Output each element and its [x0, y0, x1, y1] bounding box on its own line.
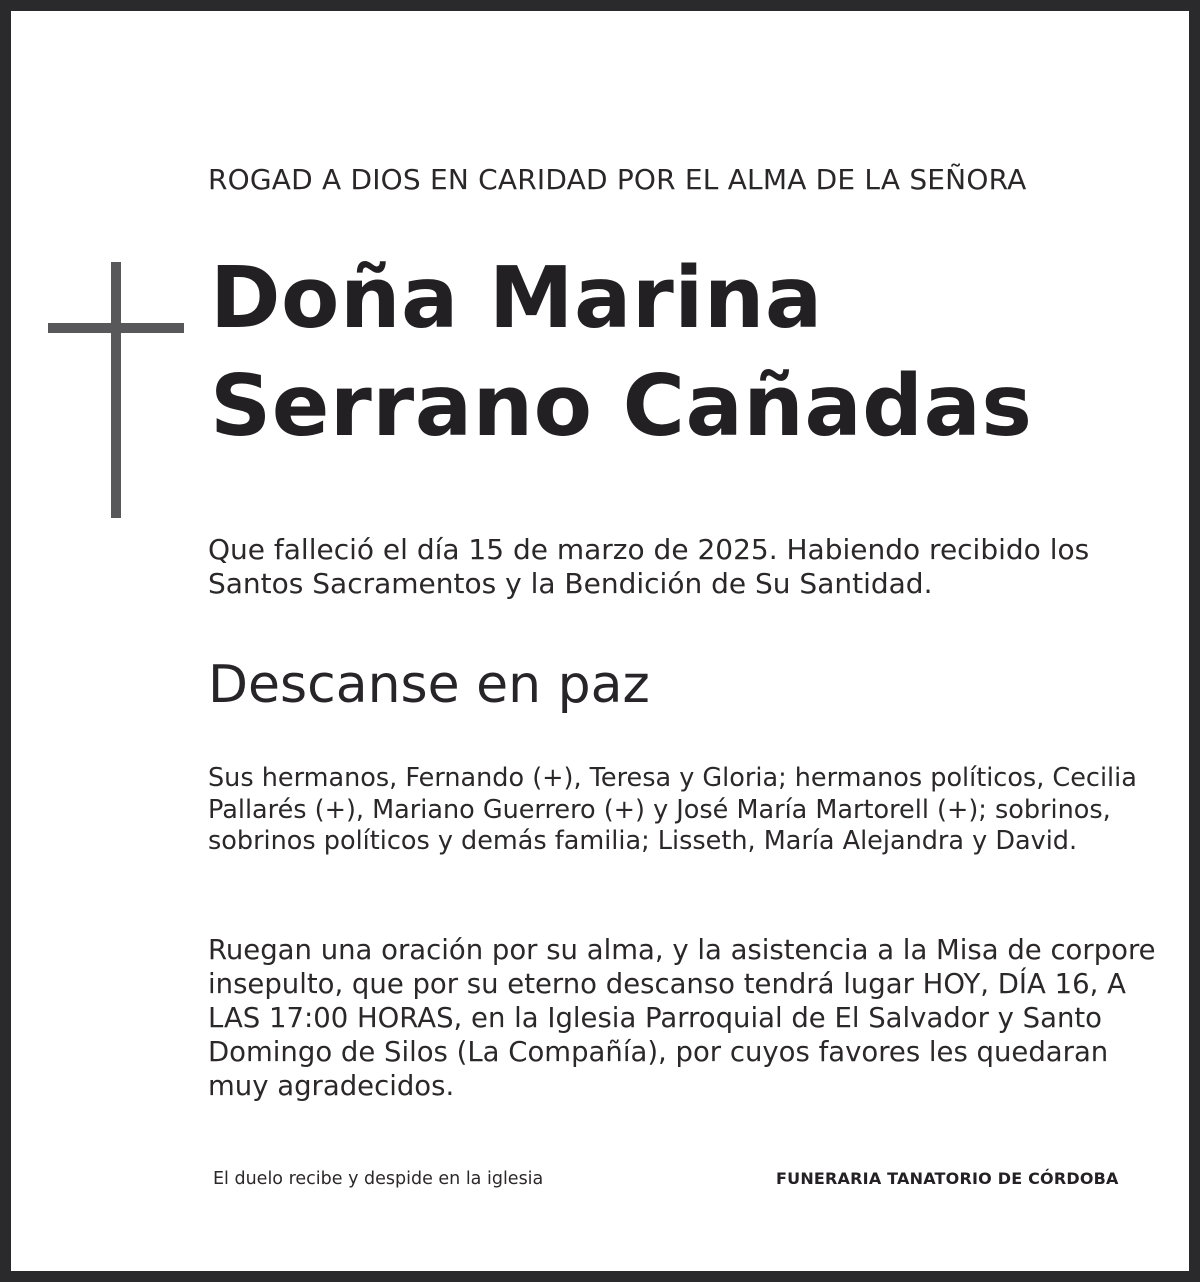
rest-in-peace: Descanse en paz [208, 655, 650, 715]
notice-heading: ROGAD A DIOS EN CARIDAD POR EL ALMA DE LA SEÑORA [208, 163, 1027, 196]
family-list: Sus hermanos, Fernando (+), Teresa y Gloria; hermanos políticos, Cecilia Pallarés (+), Mariano Guerrero (+) y José María Martorell (+); sobrinos, sobrinos políticos y demás familia; Lisseth, María Alejandra y David. [208, 763, 1137, 856]
deceased-name-line2: Serrano Cañadas [210, 357, 1033, 456]
mass-announcement: Ruegan una oración por su alma, y la asistencia a la Misa de corpore insepulto, que por su eterno descanso tendrá lugar HOY, DÍA 16, A LAS 17:00 HORAS, en la Iglesia Parroquial de El Salvador y Santo Domingo de Silos (La Compañía), por cuyos favores les quedaran muy agradecidos. [208, 934, 1156, 1102]
cross-horizontal-bar [48, 323, 184, 333]
death-statement: Que falleció el día 15 de marzo de 2025. Habiendo recibido los Santos Sacramentos y la Bendición de Su Santidad. [208, 533, 1090, 600]
deceased-name-line1: Doña Marina [210, 249, 823, 348]
funeral-home-name: FUNERARIA TANATORIO DE CÓRDOBA [776, 1169, 1119, 1188]
cross-vertical-bar [111, 262, 121, 518]
mourning-note: El duelo recibe y despide en la iglesia [213, 1169, 544, 1189]
cross-icon [48, 262, 184, 518]
